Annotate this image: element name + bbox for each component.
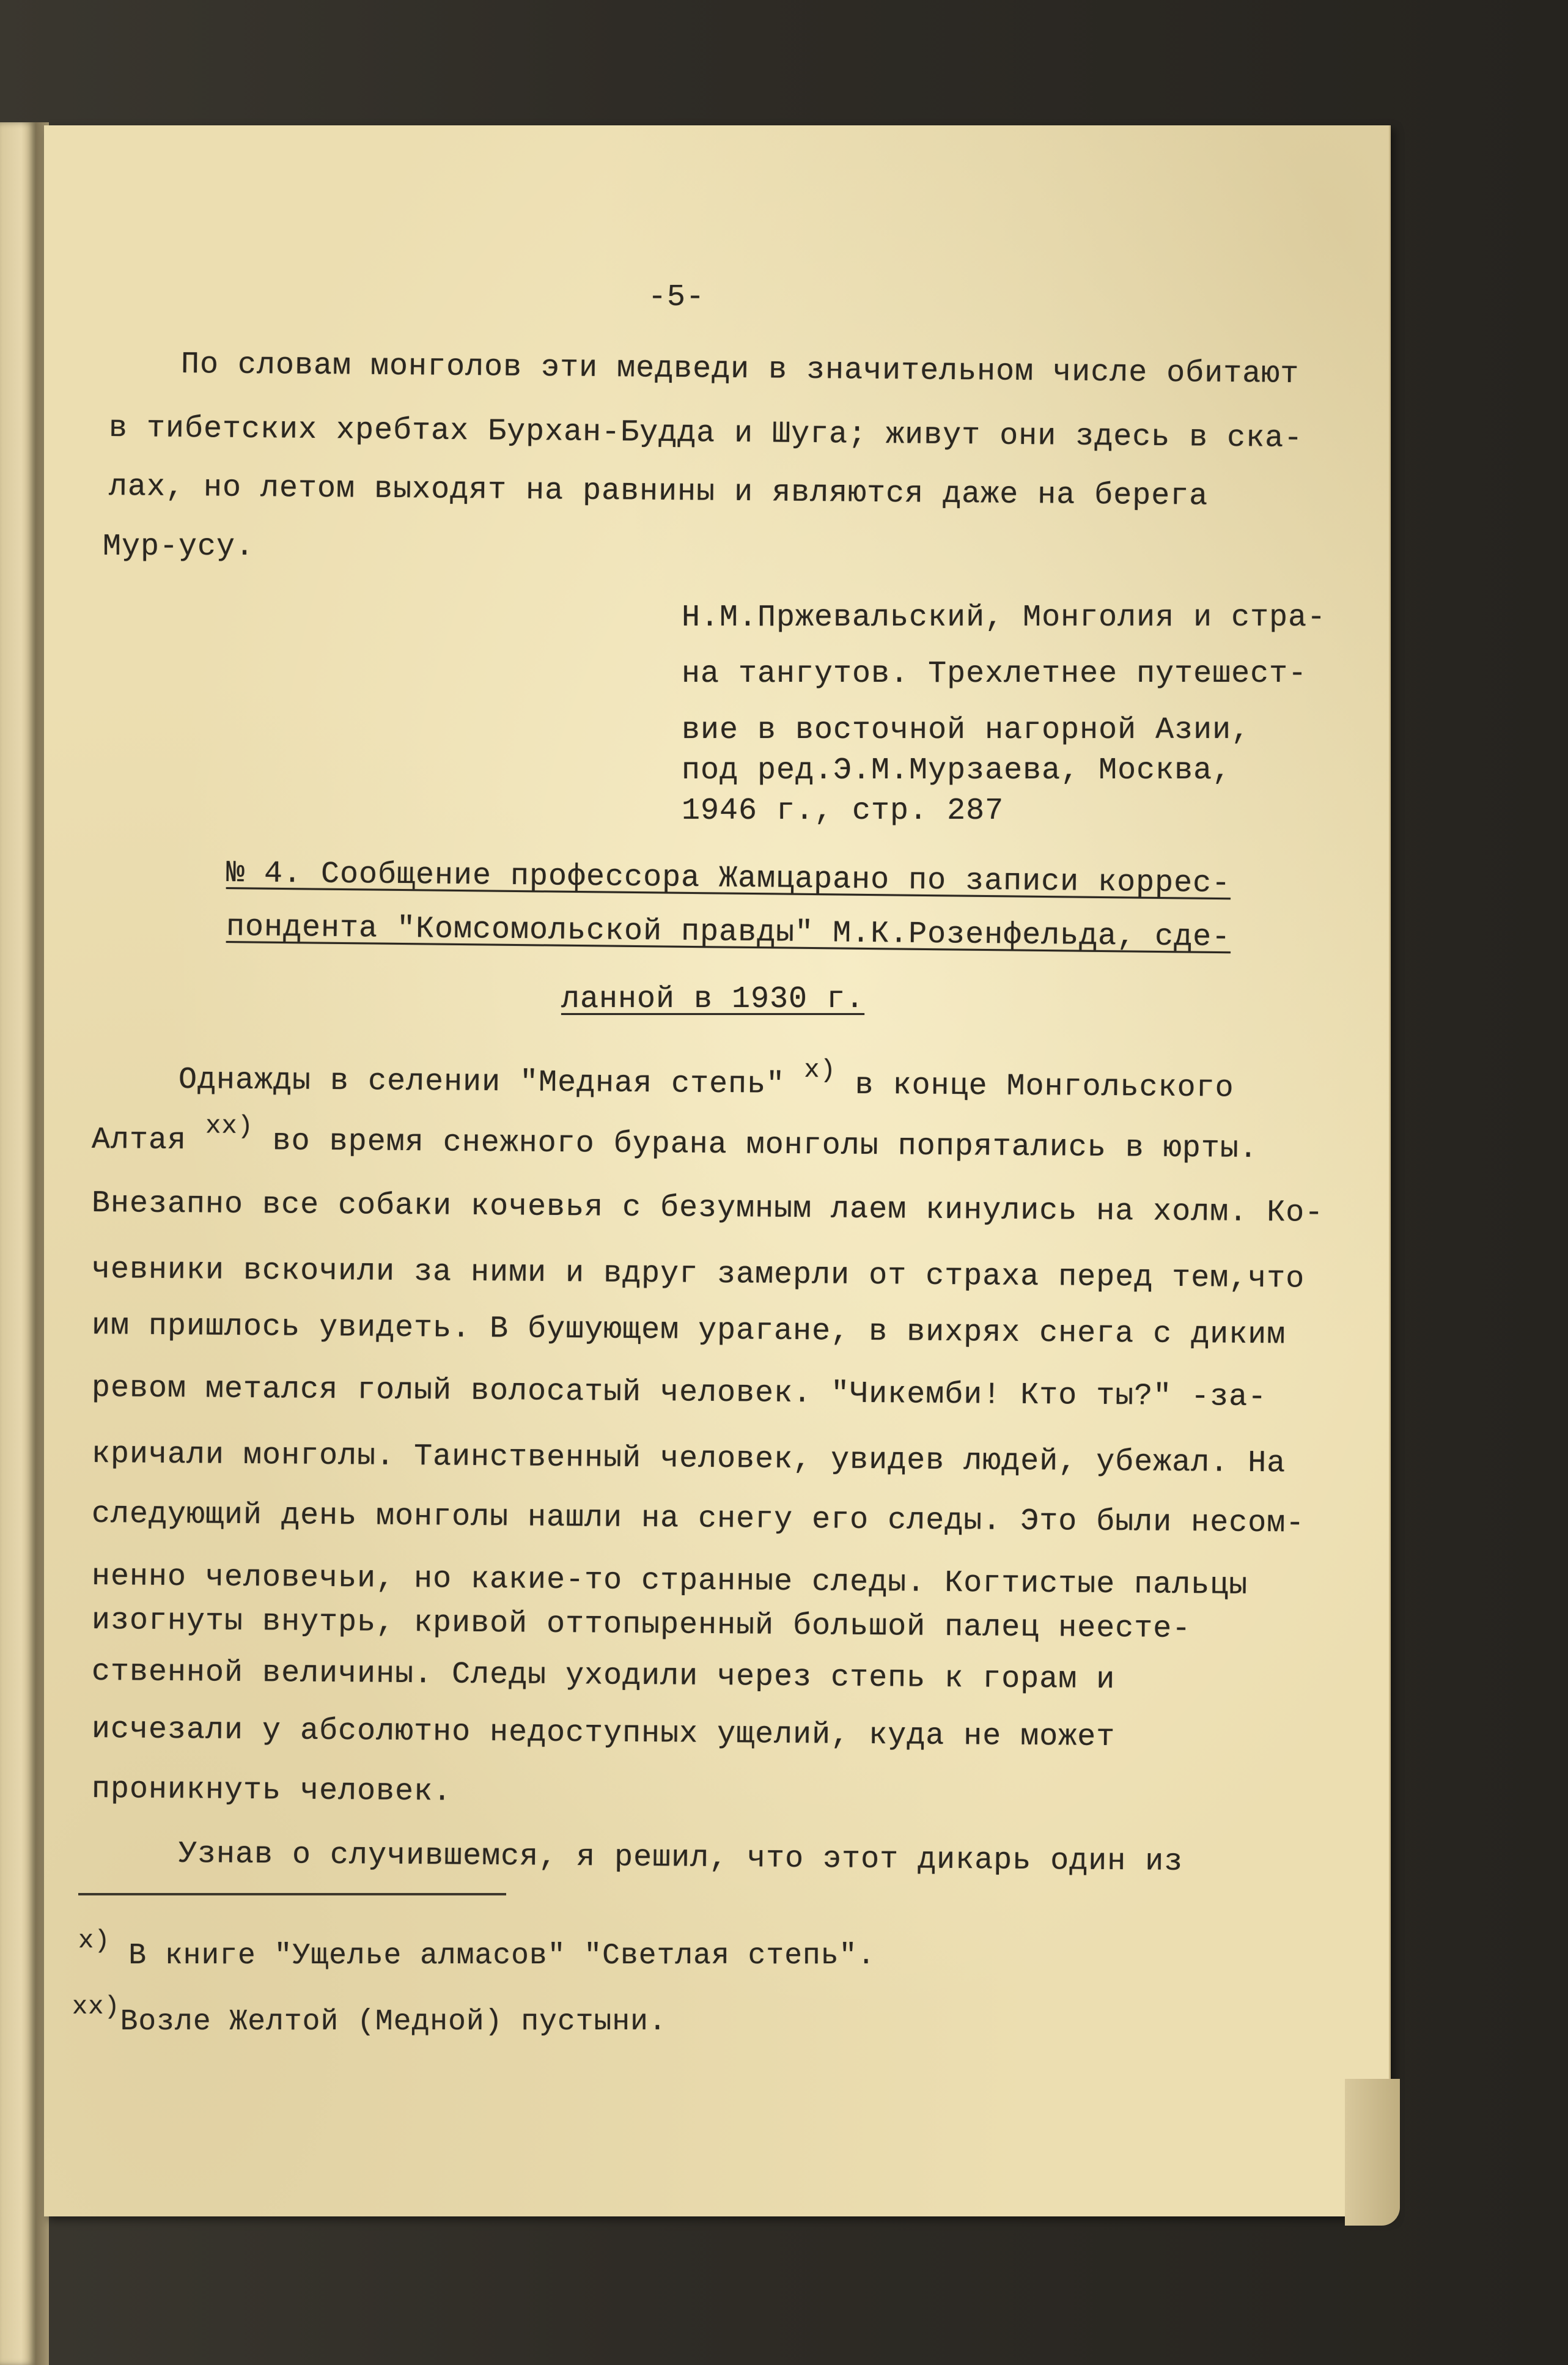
footnote [72,1992,667,2038]
paragraph-line: в тибетских хребтах Бурхан-Будда и Шуга; живут они здесь в ска- [108,411,1303,457]
paragraph-line: Мур-усу. [103,529,255,564]
citation-line: Н.М.Пржевальский, Монголия и стра- [682,600,1327,635]
footnote [78,1926,876,1972]
body-line: следующий день монголы нашли на снегу его следы. Это были несом- [91,1497,1305,1541]
section-heading-line: ланной в 1930 г. [561,982,865,1017]
paragraph-line: По словам монголов эти медведи в значительном числе обитают [180,347,1300,392]
footnote-text: В книге "Ущелье алмасов" "Светлая степь". [110,1939,876,1972]
body-line: чевники вскочили за ними и вдруг замерли от страха перед тем,что [91,1252,1305,1297]
body-line: ственной величины. Следы уходили через степь к горам и [91,1655,1116,1698]
footnote-marker: x) [78,1926,111,1955]
citation-line: на тангутов. Трехлетнее путешест- [682,657,1308,692]
section-heading-line: пондента "Комсомольской правды" М.К.Розенфельда, сде- [226,910,1231,956]
body-line: ревом метался голый волосатый человек. "Чикемби! Кто ты?" -за- [91,1371,1267,1415]
body-text: Алтая [91,1123,206,1159]
body-line: проникнуть человек. [91,1772,452,1810]
citation-line: 1946 г., стр. 287 [682,794,1004,828]
body-line: исчезали у абсолютно недоступных ущелий, куда не может [91,1712,1116,1755]
section-heading-line: № 4. Сообщение профессора Жамцарано по записи коррес- [226,856,1231,902]
footnote-marker: xx) [205,1111,254,1142]
body-text: Однажды в селении "Медная степь" [178,1063,804,1103]
citation-line: вие в восточной нагорной Азии, [682,713,1251,748]
body-line: кричали монголы. Таинственный человек, увидев людей, убежал. На [91,1437,1286,1481]
footnote-marker: x) [804,1055,836,1085]
body-line: изогнуты внутрь, кривой оттопыренный большой палец неесте- [91,1603,1191,1647]
body-text: во время снежного бурана монголы попрятались в юрты. [253,1124,1259,1167]
body-line: Внезапно все собаки кочевья с безумным лаем кинулись на холм. Ко- [91,1186,1324,1231]
body-line: Узнав о случившемся, я решил, что этот дикарь один из [178,1837,1183,1880]
citation-line: под ред.Э.М.Мурзаева, Москва, [682,753,1232,788]
page-corner [1345,2079,1400,2226]
previous-page-edge [0,122,35,2365]
body-text: в конце Монгольского [836,1068,1234,1106]
paragraph-line: лах, но летом выходят на равнины и являются даже на берега [108,470,1209,514]
footnote-marker: xx) [72,1992,120,2021]
body-line: ненно человечьи, но какие-то странные следы. Когтистые пальцы [91,1559,1248,1603]
footnote-divider [78,1893,506,1895]
page-number: -5- [648,280,705,315]
body-line: им пришлось увидеть. В бушующем урагане, в вихрях снега с диким [91,1308,1286,1353]
footnote-text: Возле Желтой (Медной) пустыни. [120,2005,667,2038]
